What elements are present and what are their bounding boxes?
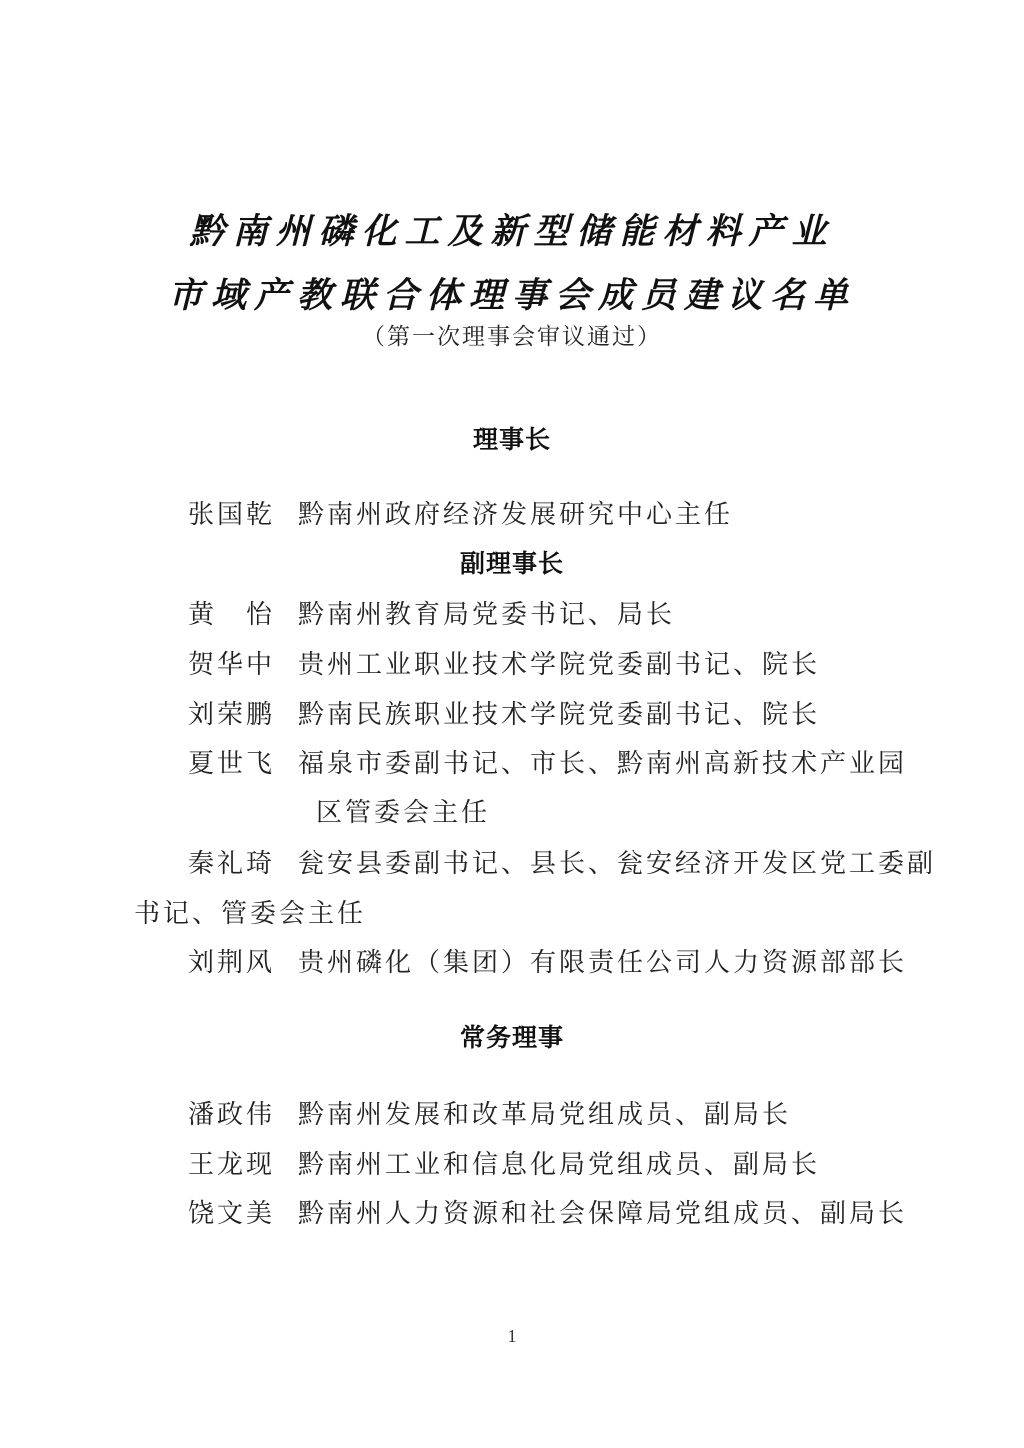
section-heading-standing-director: 常务理事 [459,1023,564,1052]
member-post: 黔南州教育局党委书记、局长 [298,600,676,630]
member-name: 秦礼琦 [188,849,276,879]
member-post: 福泉市委副书记、市长、黔南州高新技术产业园 [298,749,908,779]
member-name: 夏世飞 [188,749,276,779]
member-name: 潘政伟 [188,1100,276,1130]
member-post: 黔南州政府经济发展研究中心主任 [298,500,734,530]
member-name: 刘荣鹏 [188,700,276,730]
member-post-continuation: 区管委会主任 [316,798,491,828]
member-name: 张国乾 [188,500,276,530]
document-title-line-1: 黔南州磷化工及新型储能材料产业 [189,211,835,252]
member-name: 刘荆风 [188,948,276,978]
page-number: 1 [507,1326,517,1346]
member-post: 黔南州工业和信息化局党组成员、副局长 [298,1150,821,1180]
member-name: 黄 怡 [188,600,276,630]
member-name: 贺华中 [188,650,276,680]
document-subtitle: （第一次理事会审议通过） [362,324,662,350]
section-heading-vice-chairman: 副理事长 [459,549,564,578]
document-title-line-2: 市域产教联合体理事会成员建议名单 [167,275,856,316]
member-post-continuation: 书记、管委会主任 [134,899,367,929]
member-post: 黔南民族职业技术学院党委副书记、院长 [298,700,821,730]
member-post: 黔南州发展和改革局党组成员、副局长 [298,1100,792,1130]
member-post: 贵州磷化（集团）有限责任公司人力资源部部长 [298,948,908,978]
member-post: 瓮安县委副书记、县长、瓮安经济开发区党工委副 [298,849,937,879]
member-name: 饶文美 [188,1199,276,1229]
member-post: 黔南州人力资源和社会保障局党组成员、副局长 [298,1199,908,1229]
member-name: 王龙现 [188,1150,276,1180]
section-heading-chairman: 理事长 [472,425,551,454]
member-post: 贵州工业职业技术学院党委副书记、院长 [298,650,821,680]
